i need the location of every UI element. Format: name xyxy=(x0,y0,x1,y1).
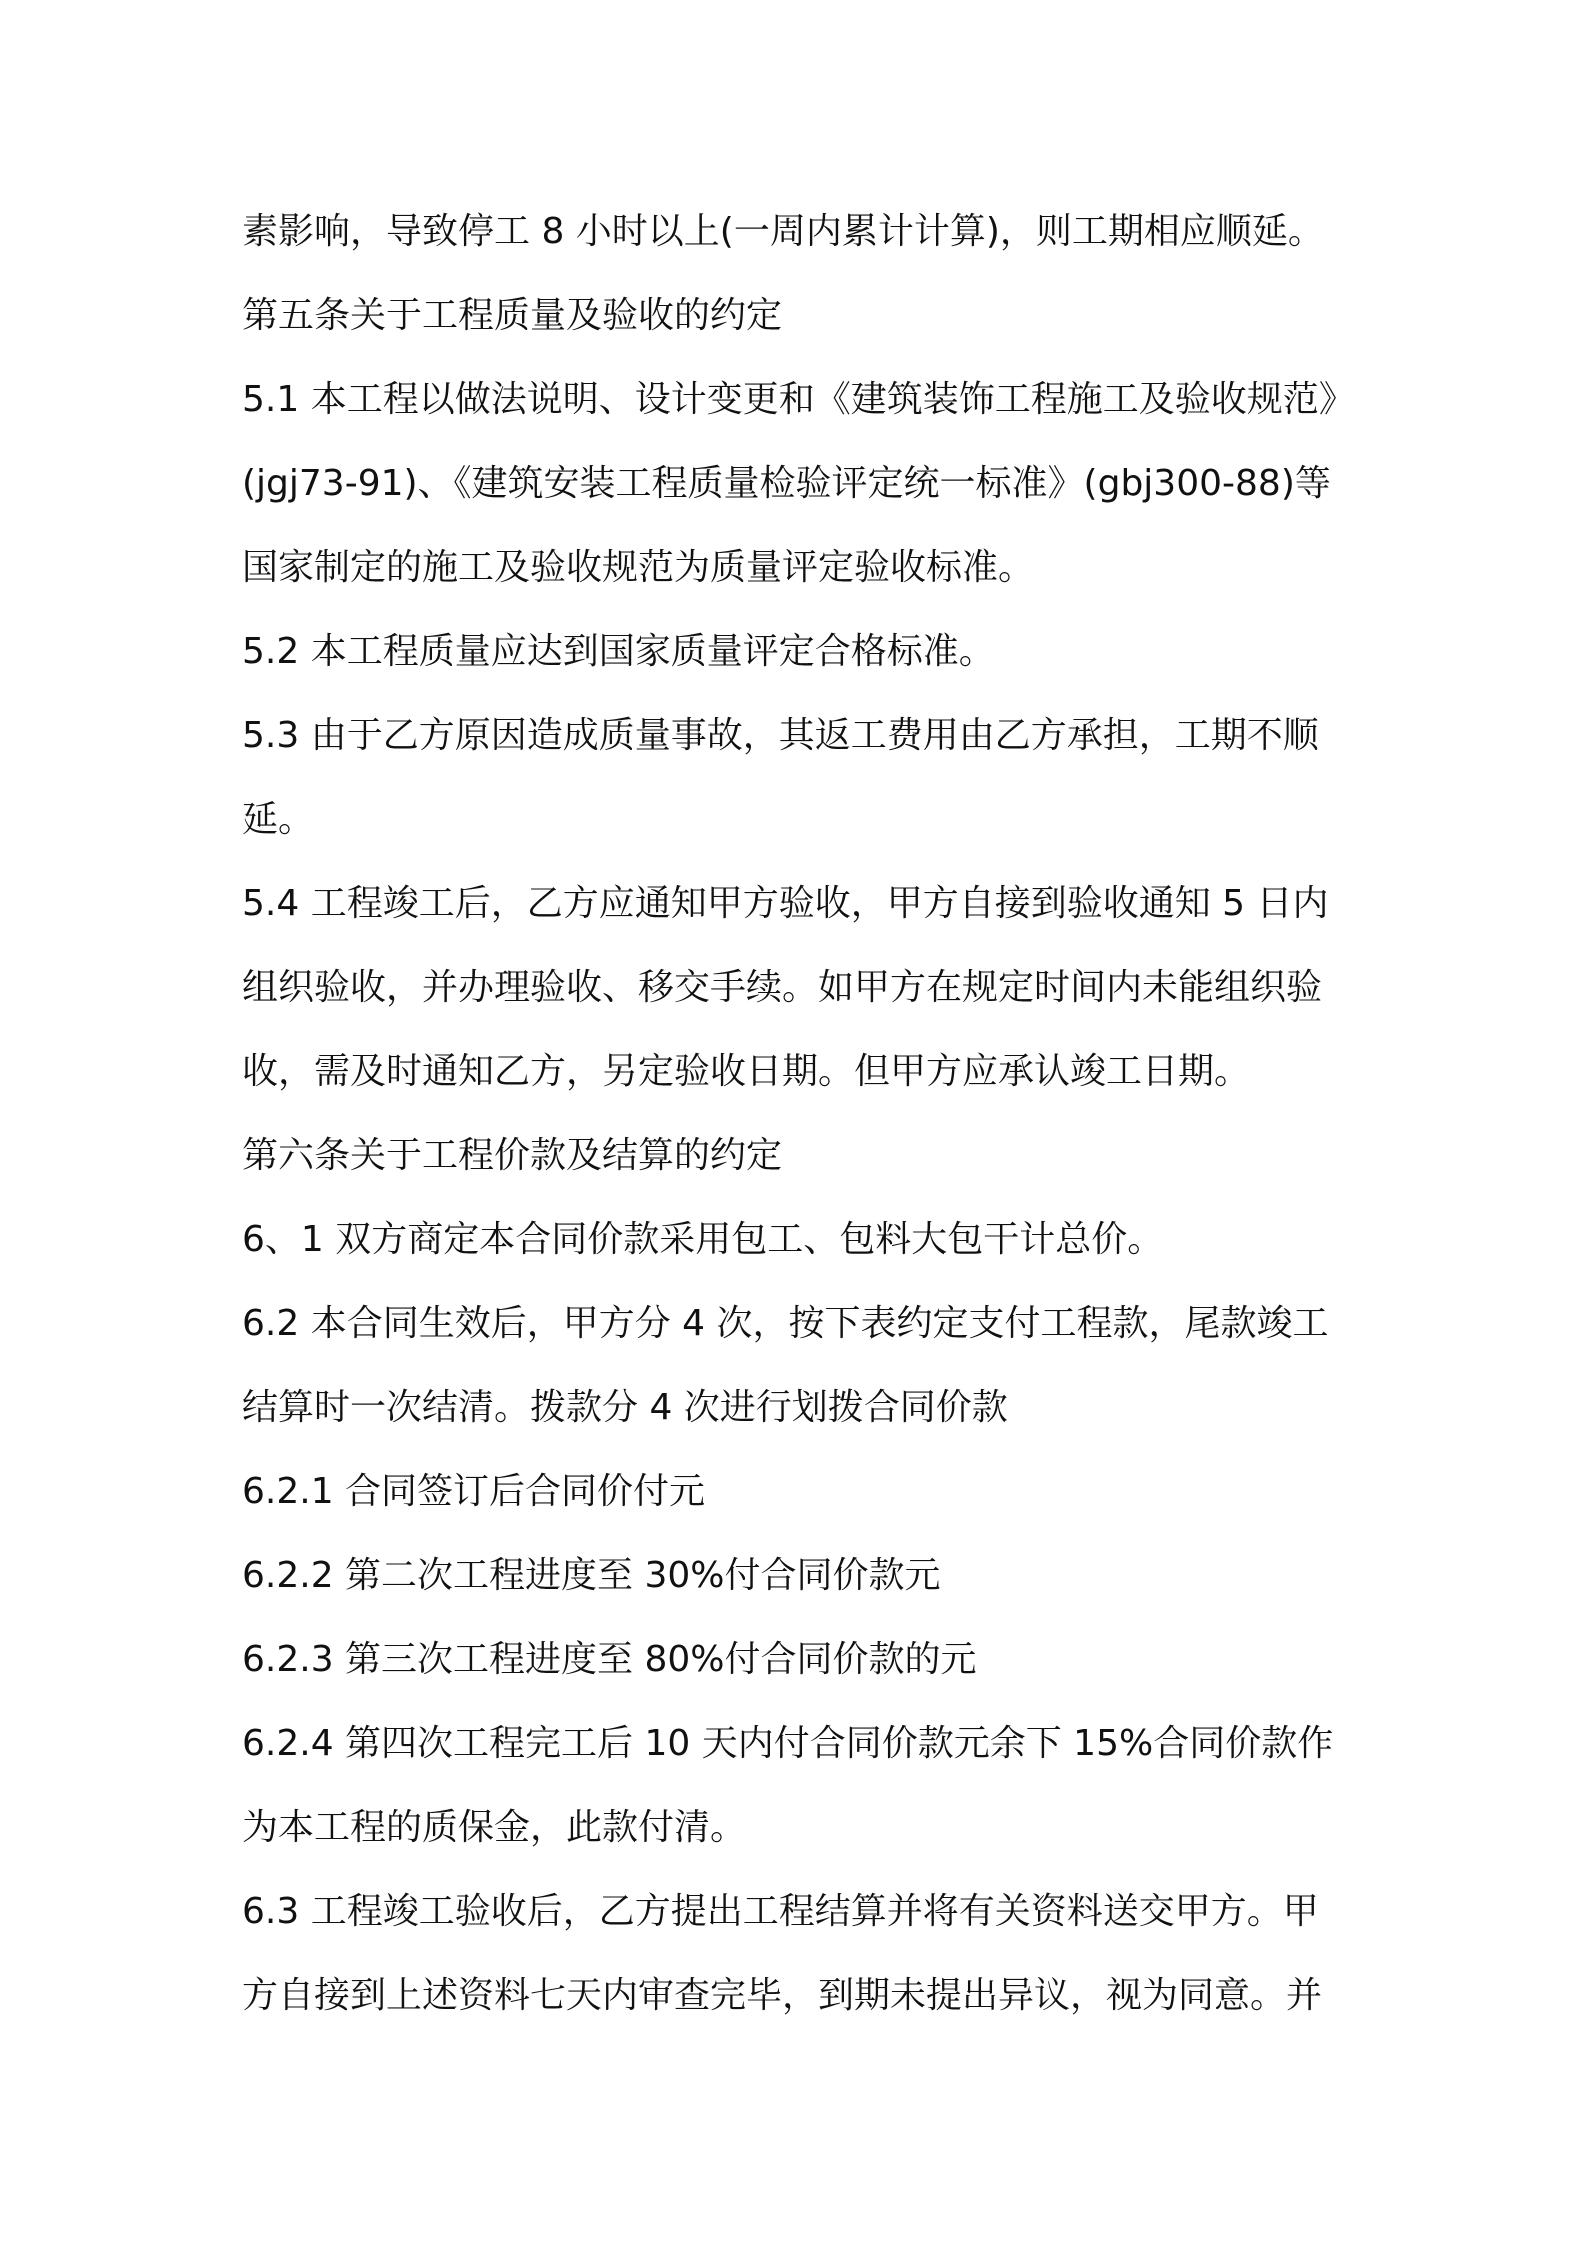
text-line-20: 为本工程的质保金，此款付清。 xyxy=(242,1807,747,1848)
text-line-3: 5.1 本工程以做法说明、设计变更和《建筑装饰工程施工及验收规范》 xyxy=(242,379,1355,420)
text-line-21: 6.3 工程竣工验收后，乙方提出工程结算并将有关资料送交甲方。甲 xyxy=(242,1891,1319,1932)
text-line-4: (jgj73-91)、《建筑安装工程质量检验评定统一标准》(gbj300-88)等 xyxy=(242,463,1331,504)
text-line-6: 5.2 本工程质量应达到国家质量评定合格标准。 xyxy=(242,631,995,672)
text-line-11: 收，需及时通知乙方，另定验收日期。但甲方应承认竣工日期。 xyxy=(242,1051,1251,1092)
text-line-13: 6、1 双方商定本合同价款采用包工、包料大包干计总价。 xyxy=(242,1219,1164,1260)
document-body xyxy=(242,190,1358,2038)
text-line-14: 6.2 本合同生效后，甲方分 4 次，按下表约定支付工程款，尾款竣工 xyxy=(242,1303,1329,1344)
text-line-22: 方自接到上述资料七天内审查完毕，到期未提出异议，视为同意。并 xyxy=(242,1975,1323,2016)
text-line-16: 6.2.1 合同签订后合同价付元 xyxy=(242,1471,706,1512)
text-line-9: 5.4 工程竣工后，乙方应通知甲方验收，甲方自接到验收通知 5 日内 xyxy=(242,883,1329,924)
text-line-10: 组织验收，并办理验收、移交手续。如甲方在规定时间内未能组织验 xyxy=(242,967,1323,1008)
section-heading-6: 第六条关于工程价款及结算的约定 xyxy=(242,1135,783,1176)
text-line-19: 6.2.4 第四次工程完工后 10 天内付合同价款元余下 15%合同价款作 xyxy=(242,1723,1334,1764)
text-line-15: 结算时一次结清。拨款分 4 次进行划拨合同价款 xyxy=(242,1387,1008,1428)
text-line-18: 6.2.3 第三次工程进度至 80%付合同价款的元 xyxy=(242,1639,977,1680)
text-line-5: 国家制定的施工及验收规范为质量评定验收标准。 xyxy=(242,547,1035,588)
text-line-8: 延。 xyxy=(242,799,315,840)
text-line-7: 5.3 由于乙方原因造成质量事故，其返工费用由乙方承担，工期不顺 xyxy=(242,715,1319,756)
text-line-1: 素影响，导致停工 8 小时以上(一周内累计计算)，则工期相应顺延。 xyxy=(242,211,1324,252)
section-heading-5: 第五条关于工程质量及验收的约定 xyxy=(242,295,783,336)
text-line-17: 6.2.2 第二次工程进度至 30%付合同价款元 xyxy=(242,1555,941,1596)
